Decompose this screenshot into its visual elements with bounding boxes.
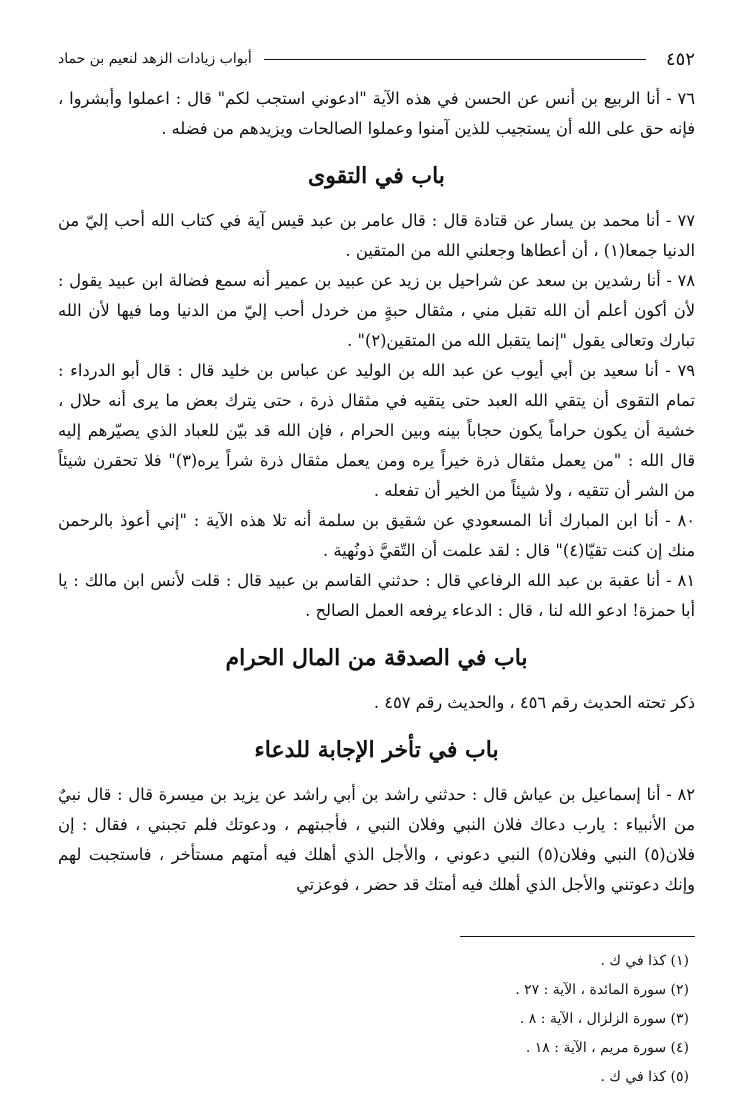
chapter-title-delayed-answer: باب في تأخر الإجابة للدعاء — [254, 737, 499, 763]
page-number: ٤٥٢ — [665, 48, 695, 70]
hadith-77: ٧٧ - أنا محمد بن يسار عن قتادة قال : قال عامر بن عبد قيس آية في كتاب الله أحب إليّ من الدنيا جمعا(١) ، أن أعطاها وجعلني الله من المتقين . — [58, 211, 695, 260]
footnote-2: (٢) سورة المائدة ، الآية : ٢٧ . — [515, 982, 689, 998]
hadith-81: ٨١ - أنا عقبة بن عبد الله الرفاعي قال : حدثني القاسم بن عبيد قال : قلت لأنس ابن مالك : يا أبا حمزة! ادعو الله لنا ، قال : الدعاء يرفعه العمل الصالح . — [58, 571, 695, 620]
chapter-title-charity: باب في الصدقة من المال الحرام — [225, 645, 528, 671]
footnote-5: (٥) كذا في ك . — [600, 1069, 689, 1085]
footnote-divider — [460, 936, 695, 937]
hadith-78: ٧٨ - أنا رشدين بن سعد عن شراحيل بن زيد عن عبيد بن عمير أنه سمع فضالة ابن عبيد يقول : لأن أكون أعلم أن الله تقبل مني ، مثقال حبةٍ من خردل أحب إليّ من الدنيا وما فيها لأن الله تبارك وتعالى يقول "إنما يتقبل الله من المتقين(٢)" . — [58, 271, 695, 350]
hadith-82: ٨٢ - أنا إسماعيل بن عياش قال : حدثني راشد بن أبي راشد عن يزيد بن ميسرة قال : قال نبيٌ من الأنبياء : يارب دعاك فلان النبي وفلان النبي ، فأجبتهم ، ودعوتك فلم تجبني ، فقال : إن فلان(٥) النبي وفلان(٥) النبي دعوني ، والأجل الذي أهلك فيه أمتهم مستأخر ، فاستجبت لهم وإنك دعوتني والأجل الذي أهلك فيه أمتك قد حضر ، فوعزتي — [58, 785, 695, 894]
hadith-79: ٧٩ - أنا سعيد بن أبي أيوب عن عبد الله بن الوليد عن عباس بن خليد قال : قال أبو الدرداء : تمام التقوى أن يتقي الله العبد حتى يتقيه في مثقال ذرة ، حتى يترك بعض ما يرى أنه حلال ، خشية أن يكون حراماً يكون حجاباً بينه وبين الحرام ، فإن الله قد بيّن للعباد الذي يصيّرهم إليه قال الله : "من يعمل مثقال ذرة خيراً يره ومن يعمل مثقال ذرة شراً يره(٣)" فلا تحقرن شيئاً من الشر أن تتقيه ، ولا شيئاً من الخير أن تفعله . — [58, 361, 695, 500]
running-header — [58, 44, 695, 74]
footnote-3: (٣) سورة الزلزال ، الآية : ٨ . — [519, 1011, 689, 1027]
running-title: أبواب زيادات الزهد لنعيم بن حماد — [58, 51, 252, 67]
footnote-4: (٤) سورة مريم ، الآية : ١٨ . — [525, 1040, 689, 1056]
book-page — [58, 44, 695, 1083]
footnotes — [58, 947, 689, 1092]
cross-reference-note: ذكر تحته الحديث رقم ٤٥٦ ، والحديث رقم ٤٥٧ . — [373, 693, 695, 712]
hadith-76: ٧٦ - أنا الربيع بن أنس عن الحسن في هذه الآية "ادعوني استجب لكم" قال : اعملوا وأبشروا ، فإنه حق على الله أن يستجيب للذين آمنوا وعملوا الصالحات ويزيدهم من فضله . — [58, 89, 695, 138]
chapter-title-taqwa: باب في التقوى — [308, 163, 445, 189]
header-rule — [264, 59, 646, 60]
footnote-1: (١) كذا في ك . — [600, 953, 689, 969]
hadith-80: ٨٠ - أنا ابن المبارك أنا المسعودي عن شقيق بن سلمة أنه تلا هذه الآية : "إني أعوذ بالرحمن منك إن كنت تقيّا(٤)" قال : لقد علمت أن التّقيَّ ذونُهية . — [58, 511, 695, 560]
